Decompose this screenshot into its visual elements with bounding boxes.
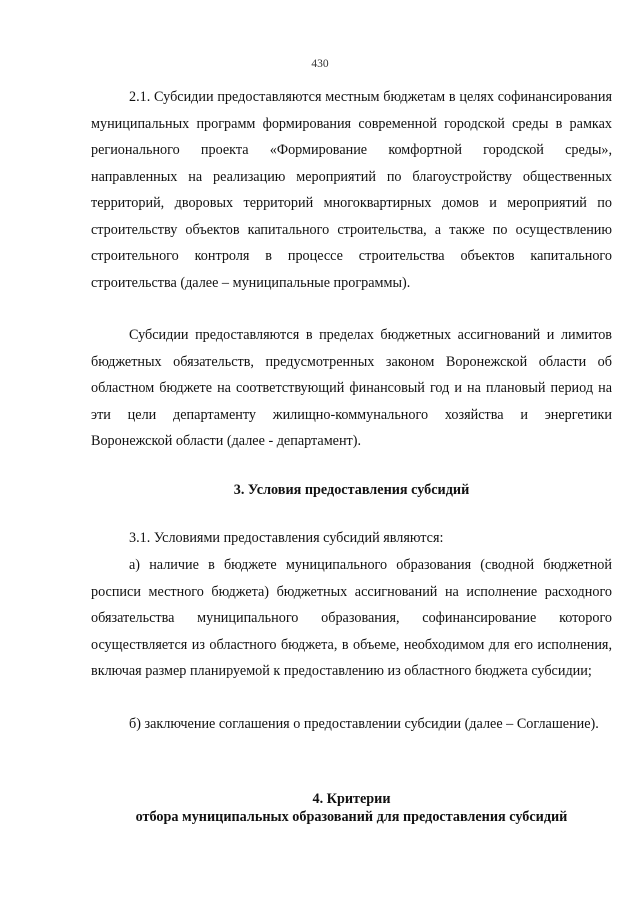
section-4-heading-line1: 4. Критерии [312, 791, 391, 807]
paragraph-2-1-continued: Субсидии предоставляются в пределах бюджетных ассигнований и лимитов бюджетных обязательств, предусмотренных законом Воронежской области об областном бюджете на соответствующий финансовый год и на плановый период на эти цели департаменту жилищно-коммунального хозяйства и энергетики Воронежской области (далее - департамент). [91, 327, 612, 449]
section-4-heading-line2: отбора муниципальных образований для предоставления субсидий [135, 809, 568, 825]
paragraph-3-1-b: б) заключение соглашения о предоставлении субсидии (далее – Соглашение). [129, 716, 599, 732]
paragraph-2-1: 2.1. Субсидии предоставляются местным бюджетам в целях софинансирования муниципальных программ формирования современной городской среды в рамках регионального проекта «Формирование комфортной городской среды», направленных на реализацию мероприятий по благоустройству общественных территорий, дворовых территорий многоквартирных домов и мероприятий по строительству объектов капитального строительства, а также по осуществлению строительного контроля в процессе строительства объектов капитального строительства (далее – муниципальные программы). [91, 89, 612, 291]
section-3-heading: 3. Условия предоставления субсидий [233, 482, 470, 498]
page-number: 430 [311, 58, 329, 70]
paragraph-3-1-a: а) наличие в бюджете муниципального образования (сводной бюджетной росписи местного бюджета) бюджетных ассигнований на исполнение расходного обязательства муниципального образования, софинансирование которого осуществляется из областного бюджета, в объеме, необходимом для его исполнения, включая размер планируемой к предоставлению из областного бюджета субсидии; [91, 557, 612, 679]
paragraph-3-1: 3.1. Условиями предоставления субсидий являются: [129, 530, 444, 546]
